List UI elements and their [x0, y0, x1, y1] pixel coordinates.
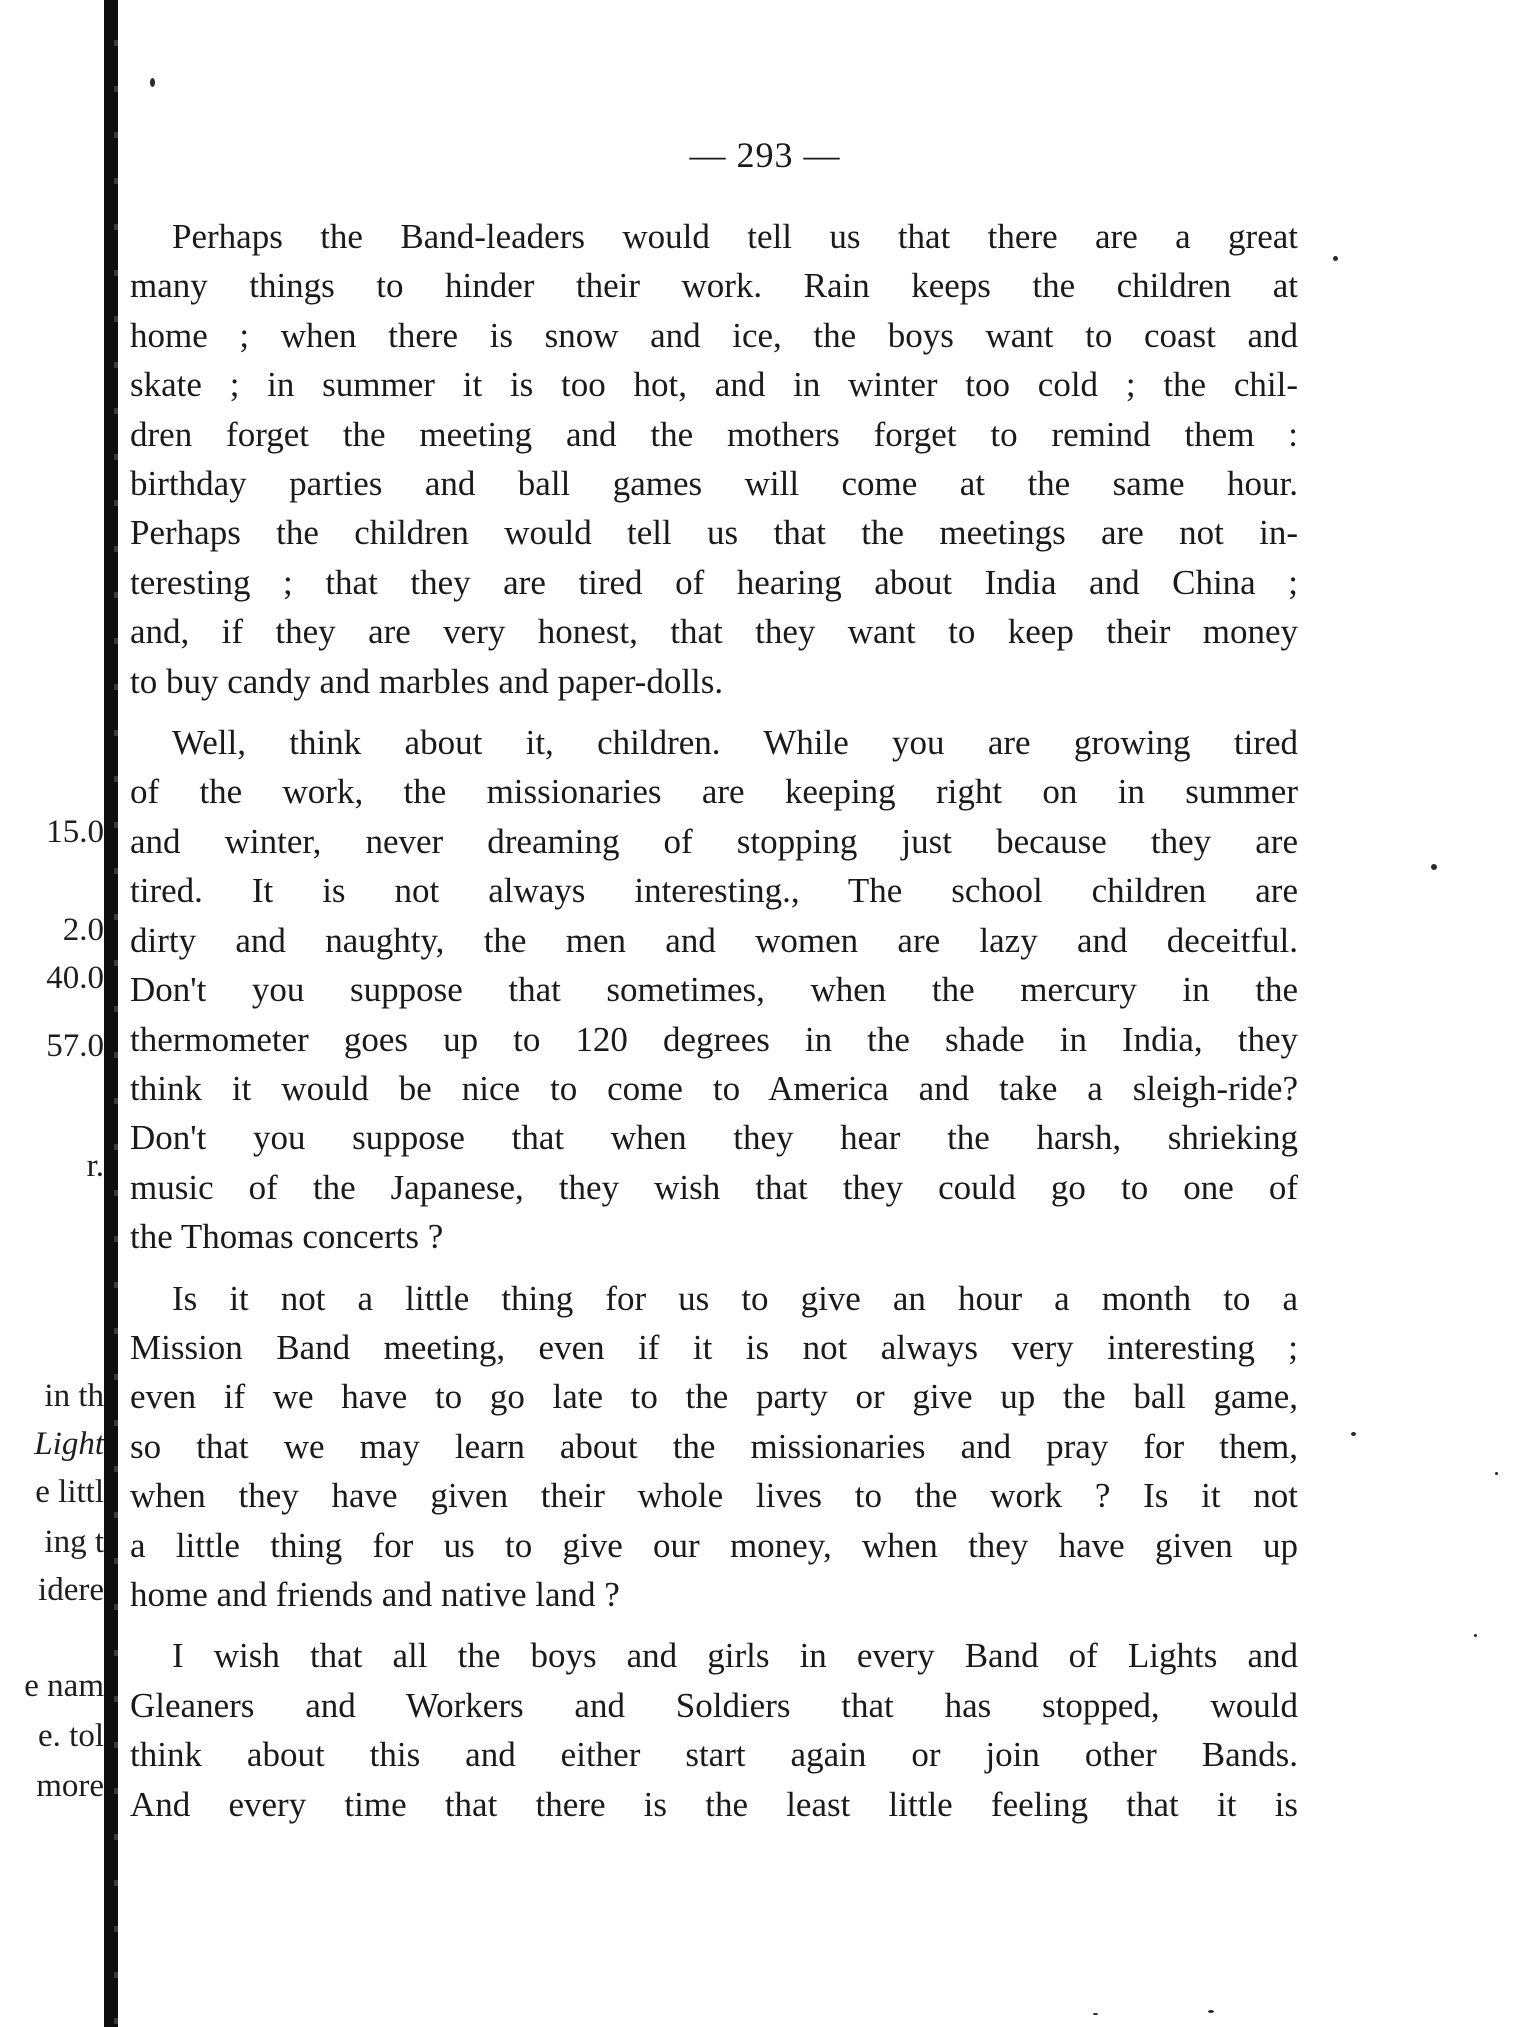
margin-fragment: e littl	[35, 1474, 104, 1510]
text-line: skate ; in summer it is too hot, and in winter too cold ; the chil-	[130, 365, 1298, 405]
text-line: think about this and either start again or join other Bands.	[130, 1735, 1298, 1775]
scan-speck	[150, 78, 155, 87]
text-line: teresting ; that they are tired of hearing about India and China ;	[130, 562, 1298, 602]
scan-speck	[1333, 256, 1338, 261]
margin-fragment: 2.0	[62, 912, 104, 948]
text-line: tired. It is not always interesting., The school children are	[130, 871, 1298, 911]
text-line: Perhaps the Band-leaders would tell us that there are a great	[172, 217, 1298, 256]
paragraph	[130, 1274, 1298, 1620]
text-line: Perhaps the children would tell us that the meetings are not in-	[130, 513, 1298, 553]
margin-fragment: more	[36, 1768, 104, 1804]
paragraph	[130, 212, 1298, 706]
margin-fragment: e nam	[24, 1668, 104, 1704]
text-line: Don't you suppose that when they hear the harsh, shrieking	[130, 1118, 1298, 1158]
margin-fragment: r.	[86, 1148, 104, 1184]
paragraph	[130, 718, 1298, 1261]
text-line: Well, think about it, children. While you are growing tired	[172, 723, 1298, 763]
scan-speck	[1495, 1472, 1498, 1475]
margin-fragment: in th	[44, 1378, 104, 1414]
text-line: when they have given their whole lives to the work ? Is it not	[130, 1476, 1298, 1516]
text-line: so that we may learn about the missionaries and pray for them,	[130, 1426, 1298, 1466]
scan-speck	[1474, 1634, 1477, 1637]
body-text	[130, 212, 1298, 1841]
gutter-bar	[104, 0, 118, 2027]
page-number: — 293 —	[689, 135, 841, 175]
margin-fragment: Light	[34, 1426, 104, 1462]
text-line: and, if they are very honest, that they want to keep their money	[130, 612, 1298, 652]
text-line: to buy candy and marbles and paper-dolls.	[130, 661, 724, 701]
margin-fragment: e. tol	[38, 1718, 104, 1754]
margin-fragment: ing t	[44, 1524, 104, 1560]
text-line: music of the Japanese, they wish that they could go to one of	[130, 1167, 1298, 1207]
text-line: home ; when there is snow and ice, the boys want to coast and	[130, 315, 1298, 355]
text-line: dirty and naughty, the men and women are lazy and deceitful.	[130, 920, 1298, 960]
text-line: birthday parties and ball games will come at the same hour.	[130, 464, 1298, 504]
text-line: many things to hinder their work. Rain keeps the children at	[130, 266, 1298, 306]
margin-fragment: 40.0	[46, 960, 104, 996]
text-line: and winter, never dreaming of stopping just because they are	[130, 821, 1298, 861]
text-line: Gleaners and Workers and Soldiers that has stopped, would	[130, 1685, 1298, 1725]
text-line: Don't you suppose that sometimes, when the mercury in the	[130, 970, 1298, 1010]
text-line: even if we have to go late to the party or give up the ball game,	[130, 1377, 1298, 1417]
text-line: dren forget the meeting and the mothers forget to remind them :	[130, 414, 1298, 454]
text-line: And every time that there is the least little feeling that it is	[130, 1784, 1298, 1824]
margin-fragment: idere	[38, 1572, 104, 1608]
text-line: thermometer goes up to 120 degrees in the shade in India, they	[130, 1019, 1298, 1059]
scan-speck	[1208, 2010, 1214, 2013]
scan-speck	[1431, 864, 1437, 870]
margin-fragment: 15.0	[46, 814, 104, 850]
scan-speck	[1093, 2013, 1098, 2015]
text-line: Is it not a little thing for us to give an hour a month to a	[172, 1278, 1298, 1318]
text-line: the Thomas concerts ?	[130, 1217, 444, 1257]
margin-fragment: 57.0	[46, 1028, 104, 1064]
scan-speck	[1351, 1432, 1356, 1436]
paragraph	[130, 1631, 1298, 1829]
text-line: a little thing for us to give our money, when they have given up	[130, 1525, 1298, 1565]
text-line: Mission Band meeting, even if it is not always very interesting ;	[130, 1327, 1298, 1367]
text-line: home and friends and native land ?	[130, 1574, 620, 1614]
text-line: of the work, the missionaries are keeping right on in summer	[130, 772, 1298, 812]
text-line: I wish that all the boys and girls in every Band of Lights and	[172, 1636, 1298, 1676]
text-line: think it would be nice to come to America and take a sleigh-ride?	[130, 1068, 1298, 1108]
